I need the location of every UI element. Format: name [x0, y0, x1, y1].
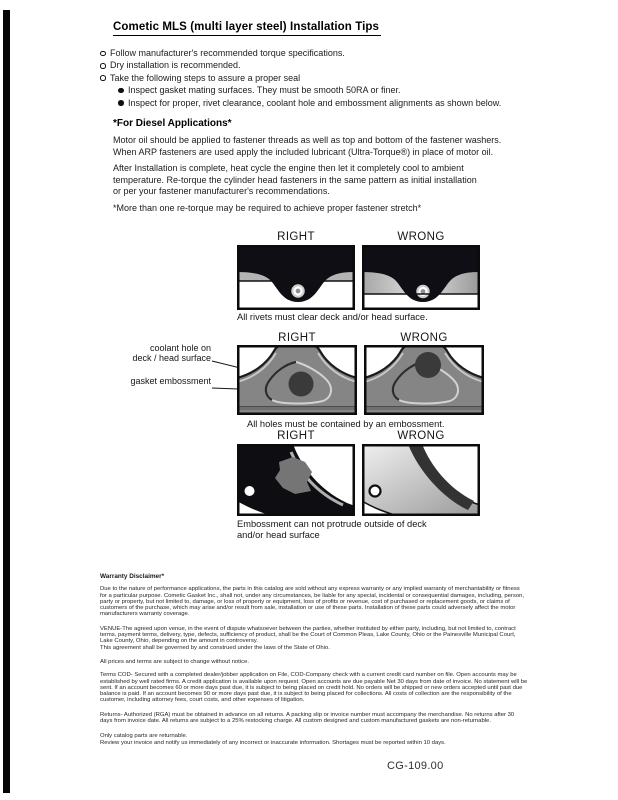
wrong-label: WRONG: [397, 430, 445, 442]
tip-text: Follow manufacturer's recommended torque specifications.: [110, 48, 345, 58]
protrusion-right-diagram: [237, 444, 355, 516]
rivet-right-diagram: [237, 245, 355, 310]
diagram-caption: Embossment can not protrude outside of deck and/or head surface: [237, 519, 427, 540]
installation-tips-list: [100, 47, 501, 109]
text-line: deck / head surface: [132, 352, 211, 363]
disclaimer-paragraph: This agreement shall be governed by and construed under the laws of the State of Ohio.: [100, 644, 330, 651]
rivet-graphic: [291, 284, 306, 299]
tip-text: Inspect for proper, rivet clearance, coolant hole and embossment alignments as shown below.: [128, 97, 502, 108]
list-item: [100, 47, 501, 59]
rivet-graphic: [416, 284, 431, 299]
circle-bullet-icon: [100, 63, 106, 69]
text-line: or per your fastener manufacturer's recommendations.: [113, 186, 330, 197]
embossment-right-diagram: [237, 345, 357, 415]
bolt-hole-graphic: [245, 486, 255, 496]
coolant-hole-graphic: [289, 372, 314, 397]
page-title: Cometic MLS (multi layer steel) Installation Tips: [113, 21, 381, 36]
page-edge-bar: [3, 10, 10, 793]
right-label: RIGHT: [277, 430, 315, 442]
dot-bullet-icon: [118, 88, 124, 94]
list-item: [100, 72, 501, 84]
embossment-wrong-diagram: [364, 345, 484, 415]
diagram-caption: All rivets must clear deck and/or head surface.: [237, 312, 428, 322]
diagram-caption: All holes must be contained by an embossment.: [247, 419, 445, 429]
dot-bullet-icon: [118, 100, 124, 106]
list-item: [118, 97, 501, 109]
text-line: When ARP fasteners are used apply the included lubricant (Ultra-Torque®) in place of motor oil.: [113, 146, 494, 157]
text-line: coolant hole on: [149, 343, 211, 353]
list-item: [118, 84, 501, 96]
disclaimer-paragraph: All prices and terms are subject to change without notice.: [100, 658, 249, 665]
wrong-label: WRONG: [397, 231, 445, 243]
text-line: After Installation is complete, heat cycle the engine then let it completely cool to ambient: [113, 163, 464, 173]
tip-text: Take the following steps to assure a proper seal: [110, 72, 301, 83]
text-line: *More than one re-torque may be required to achieve proper fastener stretch*: [113, 203, 422, 213]
list-item: [100, 59, 501, 71]
rivet-wrong-diagram: [362, 245, 480, 310]
text-line: temperature. Re-torque the cylinder head fasteners in the same pattern as initial installation: [113, 174, 477, 185]
coolant-hole-graphic: [415, 352, 441, 378]
paragraph: [113, 203, 421, 215]
disclaimer-paragraph: Only catalog parts are returnable.: [100, 733, 188, 740]
diesel-applications-heading: *For Diesel Applications*: [113, 118, 232, 129]
tip-text: Inspect gasket mating surfaces. They must be smooth 50RA or finer.: [128, 85, 401, 96]
paragraph: [113, 135, 501, 158]
text-line: Motor oil should be applied to fastener threads as well as top and bottom of the fastener washers.: [113, 135, 502, 145]
paragraph: [113, 163, 477, 198]
tip-text: Dry installation is recommended.: [110, 60, 241, 71]
warranty-disclaimer: [100, 574, 528, 746]
disclaimer-heading: Warranty Disclaimer*: [100, 573, 165, 580]
bolt-hole-graphic: [370, 486, 381, 497]
gasket-embossment-annotation: gasket embossment: [130, 376, 211, 386]
circle-bullet-icon: [100, 51, 106, 57]
protrusion-wrong-diagram: [362, 444, 480, 516]
disclaimer-paragraph: VENUE-The agreed upon venue, in the event of dispute whatsoever between the parties, whether instituted by either party, including, but not limited to, contract terms, payment terms, delivery, type, defects, sufficiency of product, shall be the Court of Common Pleas, Lake County, Ohio or the Painesville Municipal Court, Lake County, Ohio, depending on the amount in controversy.: [100, 625, 516, 645]
disclaimer-paragraph: Returns- Authorized (RGA) must be obtained in advance on all returns. A packing slip or invoice number must accompany the merchandise. No returns after 30 days from invoice date. All returns are subject to a 25% restocking charge. All custom designed and custom manufactured gaskets are non-returnable.: [100, 711, 515, 725]
disclaimer-paragraph: Terms COD- Secured with a completed dealer/jobber application on File, COD-Company check with a current credit card number on file. Open accounts may be established by well rated firms. A credit application is available upon request. Open accounts are due payable Net 30 days from date of invoice. No statement will be sent. If an account becomes 60 or more days past due, it is subject to being placed on credit hold. No orders will be shipped or new orders accepted until past due balance is paid. If an account becomes 90 or more days past due, it is subject to being placed for collections. All costs of collection are the responsibility of the customer, including attorney fees, court costs, and other expenses of litigation.: [100, 672, 528, 704]
page-code: CG-109.00: [387, 760, 444, 772]
wrong-label: WRONG: [400, 332, 448, 344]
right-label: RIGHT: [277, 231, 315, 243]
right-label: RIGHT: [278, 332, 316, 344]
circle-bullet-icon: [100, 75, 106, 81]
disclaimer-paragraph: Due to the nature of performance applications, the parts in this catalog are sold without any express warranty or any implied warranty of merchantability or fitness for a particular purpose. Cometic Gasket Inc., shall not, under any circumstances, be liable for any special, incidental or consequential damages, including, person, party or property, but not limited to, damage, or loss of property or equipment, loss of profits or revenue, cost of purchased or replacement goods, or claims of customers of the purchase, which may arise and/or result from sale, installation or use of these parts. Installation of these parts could adversely affect the motor manufacturers warranty coverage.: [100, 586, 525, 618]
disclaimer-paragraph: Review your invoice and notify us immediately of any incorrect or inaccurate information. Shortages must be reported within 10 days.: [100, 739, 446, 746]
